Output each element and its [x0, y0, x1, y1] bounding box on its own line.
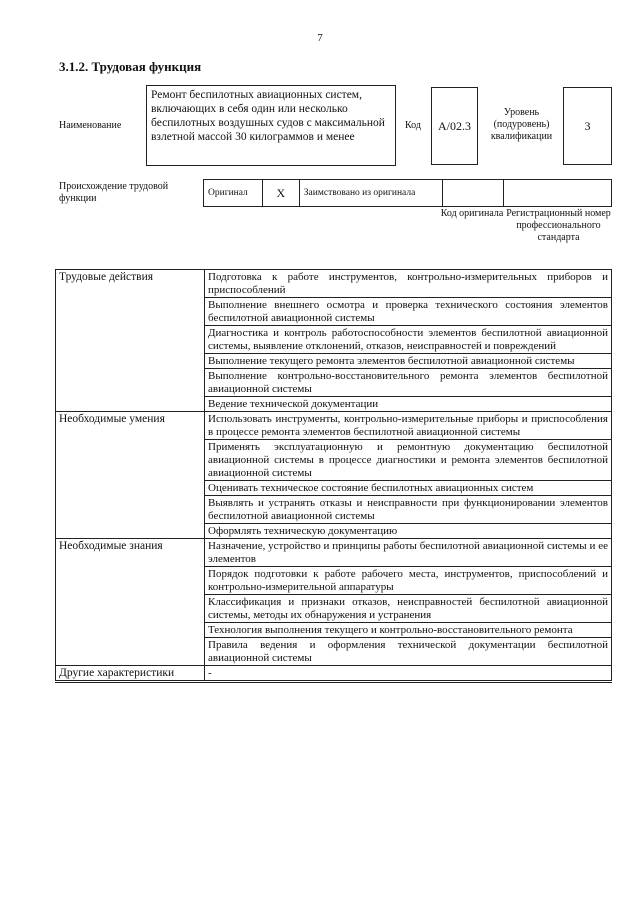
origin-row: [203, 179, 612, 207]
code-label: Код: [405, 120, 421, 131]
name-label: Наименование: [59, 120, 122, 131]
origin-code-cell: [442, 179, 504, 207]
table-row: [56, 412, 612, 440]
table-cell: Диагностика и контроль работоспособности элементов беспилотной авиационной системы, выявление отклонений, отказов, неисправностей и повреждений: [205, 326, 612, 354]
table-cell: Технология выполнения текущего и контрольно-восстановительного ремонта: [205, 623, 612, 638]
original-mark-cell: X: [262, 179, 300, 207]
function-name-box: Ремонт беспилотных авиационных систем, включающих в себя один или несколько беспилотных воздушных судов с максимальной взлетной массой 30 килограммов и менее: [146, 85, 396, 166]
section-header: Другие характеристики: [56, 666, 205, 682]
table-row: [56, 666, 612, 682]
original-label-cell: Оригинал: [203, 179, 263, 207]
page-number: 7: [317, 32, 323, 44]
table-cell: Выполнение контрольно-восстановительного ремонта элементов беспилотной авиационной системы: [205, 369, 612, 397]
level-value-box: 3: [563, 87, 612, 165]
table-cell: Классификация и признаки отказов, неисправностей беспилотной авиационной системы, методы их обнаружения и устранения: [205, 595, 612, 623]
table-cell: Выполнение текущего ремонта элементов беспилотной авиационной системы: [205, 354, 612, 369]
origin-label: Происхождение трудовой функции: [59, 181, 169, 204]
table-cell: Выявлять и устранять отказы и неисправности при функционировании элементов беспилотной авиационной системы: [205, 496, 612, 524]
borrowed-label-cell: Заимствовано из оригинала: [299, 179, 444, 207]
table-row: [56, 270, 612, 298]
registration-number-cell: [503, 179, 612, 207]
table-cell: Порядок подготовки к работе рабочего места, инструментов, приспособлений и контрольно-измерительной аппаратуры: [205, 567, 612, 595]
function-details-table: [55, 269, 612, 683]
table-cell: Использовать инструменты, контрольно-измерительные приборы и приспособления в процессе ремонта элементов беспилотной авиационной системы: [205, 412, 612, 440]
section-title: 3.1.2. Трудовая функция: [59, 59, 202, 74]
code-original-caption: Код оригинала: [440, 208, 504, 219]
table-cell: Подготовка к работе инструментов, контрольно-измерительных приборов и приспособлений: [205, 270, 612, 298]
section-header: Необходимые знания: [56, 539, 205, 666]
table-cell: Ведение технической документации: [205, 397, 612, 412]
table-cell: Оформлять техническую документацию: [205, 524, 612, 539]
table-cell: -: [205, 666, 612, 682]
registration-number-caption: Регистрационный номер профессионального стандарта: [506, 208, 611, 243]
table-row: [56, 539, 612, 567]
table-cell: Применять эксплуатационную и ремонтную документацию беспилотной авиационной системы в процессе диагностики и ремонта элементов беспилотной авиационной системы: [205, 440, 612, 481]
code-value-box: A/02.3: [431, 87, 478, 165]
qualification-level-label: Уровень (подуровень) квалификации: [490, 107, 553, 142]
table-cell: Выполнение внешнего осмотра и проверка технического состояния элементов беспилотной авиационной системы: [205, 298, 612, 326]
section-header: Необходимые умения: [56, 412, 205, 539]
table-cell: Оценивать техническое состояние беспилотных авиационных систем: [205, 481, 612, 496]
table-cell: Правила ведения и оформления технической документации беспилотной авиационной системы: [205, 638, 612, 666]
table-cell: Назначение, устройство и принципы работы беспилотной авиационной системы и ее элементов: [205, 539, 612, 567]
section-header: Трудовые действия: [56, 270, 205, 412]
